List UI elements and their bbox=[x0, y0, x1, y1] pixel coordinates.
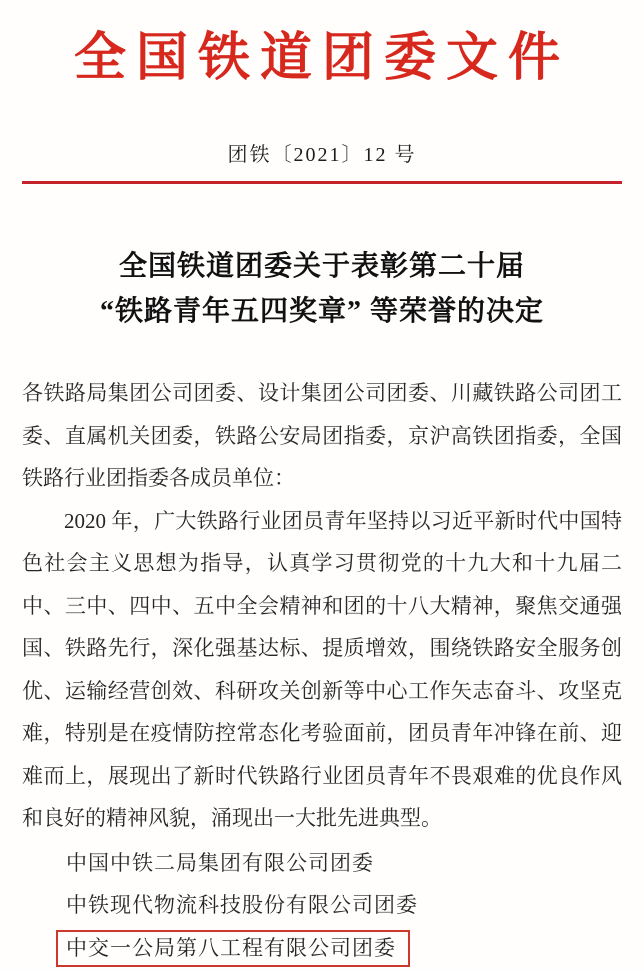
awardee-item bbox=[22, 927, 622, 970]
document-body bbox=[22, 372, 622, 969]
letterhead-title: 全国铁道团委文件 bbox=[73, 30, 570, 87]
doc-number: 团铁〔2021〕12 号 bbox=[227, 144, 417, 166]
awardee-name: 中国中铁二局集团有限公司团委 bbox=[66, 850, 374, 875]
document-title bbox=[0, 244, 644, 334]
awardee-item bbox=[22, 842, 622, 885]
awardee-name: 中铁现代物流科技股份有限公司团委 bbox=[66, 893, 418, 917]
header-divider-rule bbox=[22, 181, 622, 184]
salutation: 各铁路局集团公司团委、设计集团公司团委、川藏铁路公司团工委、直属机关团委，铁路公安局团指委，京沪高铁团指委，全国铁路行业团指委各成员单位： bbox=[22, 381, 622, 490]
document-title-line2: “铁路青年五四奖章” 等荣誉的决定 bbox=[99, 296, 544, 327]
document-title-line1: 全国铁道团委关于表彰第二十届 bbox=[118, 251, 525, 282]
awardee-item bbox=[22, 884, 622, 927]
main-paragraph: 2020 年，广大铁路行业团员青年坚持以习近平新时代中国特色社会主义思想为指导，认真学习贯彻党的十九大和十九届二中、三中、四中、五中全会精神和团的十八大精神，聚焦交通强国、铁路先行，深化强基达标、提质增效，围绕铁路安全服务创优、运输经营创效、科研攻关创新等中心工作矢志奋斗、攻坚克难，特别是在疫情防控常态化考验面前，团员青年冲锋在前、迎难而上，展现出了新时代铁路行业团员青年不畏艰难的优良作风和良好的精神风貌，涌现出一大批先进典型。 bbox=[22, 508, 622, 830]
awardee-list bbox=[22, 842, 622, 970]
awardee-name-highlighted: 中交一公局第八工程有限公司团委 bbox=[56, 930, 410, 967]
